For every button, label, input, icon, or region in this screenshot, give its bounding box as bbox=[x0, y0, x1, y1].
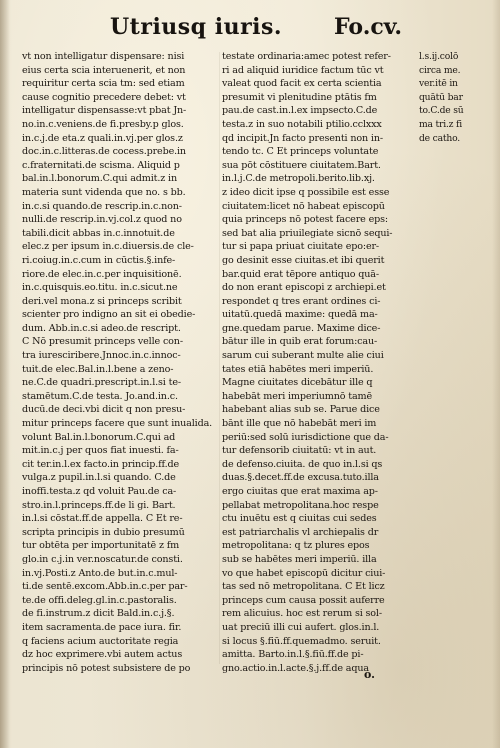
text-line: vo que habet episcopū dicitur ciui- bbox=[222, 567, 386, 579]
text-line: go desinit esse ciuitas.et ibi querit bbox=[222, 254, 385, 266]
text-line: rem alicuius. hoc est rerum si sol- bbox=[222, 608, 382, 620]
text-line: testa.z in suo notabili ptilio.cclxxx bbox=[222, 118, 382, 130]
text-line: materia sunt videnda que no. s bb. bbox=[22, 186, 186, 198]
text-line: inoffi.testa.z qd voluit Pau.de ca- bbox=[22, 486, 177, 497]
text-line: in.c.si quando.de rescrip.in.c.non- bbox=[22, 200, 182, 212]
text-line: qd incipit.Jn facto presenti non in- bbox=[222, 132, 383, 144]
text-line: testate ordinaria:amec potest refer- bbox=[222, 51, 391, 62]
text-line: bal.in.l.bonorum.C.qui admit.z in bbox=[22, 173, 177, 185]
running-title: Utriusq iuris. bbox=[110, 14, 283, 40]
text-line: tur si papa priuat ciuitate epo:er- bbox=[222, 241, 380, 253]
gutter-shadow bbox=[0, 0, 10, 748]
text-line: intelligatur dispensasse:vt pbat Jn- bbox=[22, 105, 187, 117]
text-line: ducū.de deci.vbi dicit q non presu- bbox=[22, 404, 186, 416]
page-edge bbox=[492, 0, 500, 748]
text-line: bātur ille in quib erat forum:cau- bbox=[222, 336, 378, 348]
text-line: riore.de elec.in.c.per inquisitionē. bbox=[22, 268, 182, 280]
text-line: stro.in.l.princeps.ff.de li gi. Bart. bbox=[22, 499, 176, 511]
text-line: sua pōt cōstituere ciuitatem.Bart. bbox=[222, 159, 381, 171]
text-line: tendo tc. C Et princeps voluntate bbox=[222, 146, 379, 158]
text-line: tuit.de elec.Bal.in.l.bene a zeno- bbox=[22, 363, 174, 375]
text-line: in.l.j.C.de metropoli.berito.lib.xj. bbox=[222, 173, 375, 185]
text-line: requiritur certa scia tm: sed etiam bbox=[22, 78, 185, 90]
margin-note-line: circa me. bbox=[419, 64, 461, 76]
text-line: presumit vi plenitudine ptātis fm bbox=[222, 91, 377, 103]
margin-note-line: de catho. bbox=[419, 132, 460, 144]
text-line: tabili.dicit abbas in.c.innotuit.de bbox=[22, 227, 175, 239]
text-line: Magne ciuitates dicebātur ille q bbox=[222, 377, 373, 389]
text-line: do non erant episcopi z archiepi.et bbox=[222, 282, 386, 294]
text-line: sarum cui suberant multe alie ciui bbox=[222, 350, 384, 362]
text-line: de fi.instrum.z dicit Bald.in.c.j.§. bbox=[22, 608, 175, 620]
text-line: scienter pro indigno an sit ei obedie- bbox=[22, 309, 196, 321]
text-line: ctu inuētu est q ciuitas cui sedes bbox=[222, 513, 377, 525]
text-line: dum. Abb.in.c.si adeo.de rescript. bbox=[22, 322, 181, 334]
text-line: in.vj.Posti.z Anto.de but.in.c.mul- bbox=[22, 567, 178, 579]
signature-mark: o. bbox=[364, 668, 375, 681]
text-line: q faciens acium auctoritate regia bbox=[22, 635, 179, 647]
folio-number: Fo.cv. bbox=[334, 14, 402, 40]
text-line: est patriarchalis vl archiepalis dr bbox=[222, 526, 379, 538]
text-line: duas.§.decet.ff.de excusa.tuto.illa bbox=[222, 472, 379, 484]
text-line: tur defensorib ciuitatū: vt in aut. bbox=[222, 445, 377, 457]
text-line: de defenso.ciuita. de quo in.l.si qs bbox=[222, 458, 383, 470]
margin-note-line: to.C.de sū bbox=[419, 105, 464, 117]
text-line: habebāt meri imperiumnō tamē bbox=[222, 390, 373, 402]
text-line: bānt ille que nō habebāt meri im bbox=[222, 418, 377, 430]
right-text-column bbox=[222, 50, 418, 675]
text-line: in.l.si cōstat.ff.de appella. C Et re- bbox=[22, 513, 183, 525]
text-line: sub se habētes meri imperiū. illa bbox=[222, 553, 377, 565]
text-line: gno.actio.in.l.acte.§.j.ff.de aqua bbox=[222, 662, 369, 674]
text-line: respondet q tres erant ordines ci- bbox=[222, 295, 381, 307]
text-line: mit.in.c.j per quos fiat inuesti. fa- bbox=[22, 445, 179, 457]
text-line: tra iuresciribere.Jnnoc.in.c.innoc- bbox=[22, 350, 181, 362]
text-line: gne.quedam parue. Maxime dice- bbox=[222, 322, 381, 334]
text-line: ti.de sentē.excom.Abb.in.c.per par- bbox=[22, 581, 188, 593]
text-line: tur obtēta per importunitatē z fm bbox=[22, 540, 180, 552]
text-line: cit ter.in.l.ex facto.in princip.ff.de bbox=[22, 458, 179, 470]
text-line: vulga.z pupil.in.l.si quando. C.de bbox=[22, 472, 176, 484]
text-line: pau.de cast.in.l.ex impsecto.C.de bbox=[222, 105, 378, 117]
text-line: uat preciū illi cui aufert. glos.in.l. bbox=[222, 621, 380, 633]
text-line: metropolitana: q tz plures epos bbox=[222, 540, 370, 552]
text-line: ciuitatem:licet nō habeat episcopū bbox=[222, 200, 385, 212]
text-line: si locus §.fiū.ff.quemadmo. seruit. bbox=[222, 635, 381, 647]
text-line: elec.z per ipsum in.c.diuersis.de cle- bbox=[22, 241, 194, 253]
margin-note-line: ver.itē in bbox=[419, 78, 458, 90]
text-line: ergo ciuitas que erat maxima ap- bbox=[222, 486, 378, 497]
text-line: deri.vel mona.z si princeps scribit bbox=[22, 295, 182, 307]
text-line: ri ad aliquid iuridice factum tūc vt bbox=[222, 64, 384, 76]
text-line: nulli.de rescrip.in.vj.col.z quod no bbox=[22, 214, 182, 226]
text-line: z ideo dicit ipse q possibile est esse bbox=[222, 186, 390, 198]
text-line: uitatū.quedā maxime: quedā ma- bbox=[222, 309, 378, 321]
text-line: ne.C.de quadri.prescript.in.l.si te- bbox=[22, 377, 181, 389]
text-line: doc.in.c.litteras.de cocess.prebe.in bbox=[22, 146, 186, 158]
text-line: in.c.quisquis.eo.titu. in.c.sicut.ne bbox=[22, 282, 178, 294]
text-line: sed bat alia priuilegiate sicnō sequi- bbox=[222, 227, 393, 239]
text-line: vt non intelligatur dispensare: nisi bbox=[22, 51, 185, 62]
margin-note-line: ma tri.z fi bbox=[419, 118, 462, 130]
text-line: te.de offi.deleg.gl.in.c.pastoralis. bbox=[22, 594, 177, 606]
text-line: princeps cum causa possit auferre bbox=[222, 594, 385, 606]
page-header bbox=[0, 10, 500, 46]
text-line: ri.coiug.in.c.cum in cūctis.§.infe- bbox=[22, 254, 176, 266]
text-line: no.in.c.veniens.de fi.presby.p glos. bbox=[22, 118, 184, 130]
text-line: eius certa scia interuenerit, et non bbox=[22, 64, 186, 76]
text-line: habebant alias sub se. Parue dice bbox=[222, 404, 380, 416]
text-line: c.fraternitati.de scisma. Aliquid p bbox=[22, 159, 180, 171]
text-line: mitur princeps facere que sunt inualida. bbox=[22, 418, 213, 430]
text-line: scripta principis in dubio presumū bbox=[22, 526, 185, 538]
column-divider bbox=[219, 52, 220, 664]
text-line: glo.in c.j.in ver.noscatur.de consti. bbox=[22, 553, 183, 565]
text-line: quia princeps nō potest facere eps: bbox=[222, 214, 388, 226]
text-line: pellabat metropolitana.hoc respe bbox=[222, 499, 379, 511]
margin-note-line: quātū bar bbox=[419, 91, 463, 103]
margin-note bbox=[419, 50, 481, 145]
margin-note-line: l.s.ij.colō bbox=[419, 51, 459, 62]
text-line: in.c.j.de eta.z quali.in.vj.per glos.z bbox=[22, 132, 183, 144]
text-line: tates etiā habētes meri imperiū. bbox=[222, 363, 374, 375]
text-line: C Nō presumit princeps velle con- bbox=[22, 336, 183, 348]
text-line: valeat quod facit ex certa scientia bbox=[222, 78, 382, 90]
text-line: dz hoc exprimere.vbi autem actus bbox=[22, 649, 183, 661]
text-line: stamētum.C.de testa. Jo.and.in.c. bbox=[22, 390, 178, 402]
text-line: tas sed nō metropolitana. C Et licz bbox=[222, 581, 385, 593]
text-line: principis nō potest subsistere de po bbox=[22, 662, 191, 674]
left-text-column bbox=[22, 50, 218, 675]
text-line: amitta. Barto.in.l.§.fiū.ff.de pi- bbox=[222, 649, 364, 661]
text-line: bar.quid erat tēpore antiquo quā- bbox=[222, 268, 379, 280]
text-line: item sacramenta.de pace iura. fir. bbox=[22, 621, 182, 633]
text-line: cause cognitio precedere debet: vt bbox=[22, 91, 186, 103]
text-line: periū:sed solū iurisdictione que da- bbox=[222, 431, 389, 443]
text-line: volunt Bal.in.l.bonorum.C.qui ad bbox=[22, 431, 176, 443]
